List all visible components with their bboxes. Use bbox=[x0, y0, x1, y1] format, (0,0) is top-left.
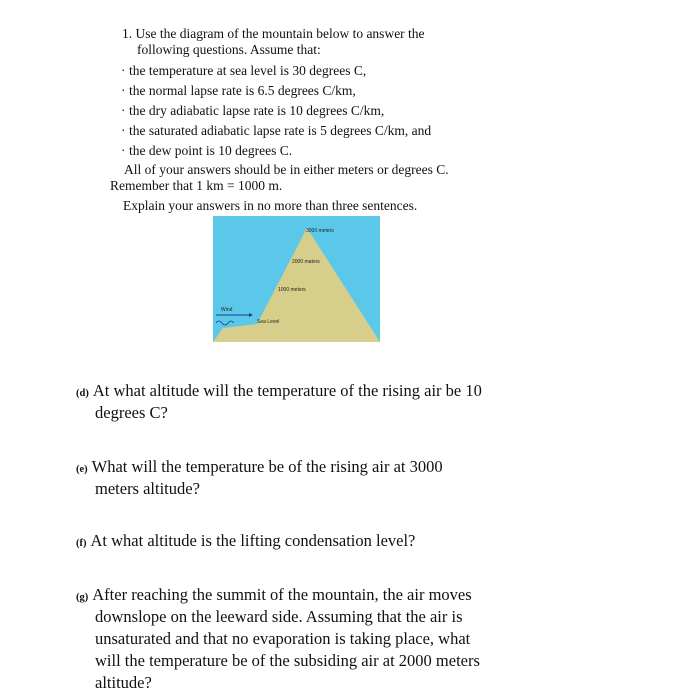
units-line-2: Remember that 1 km = 1000 m. bbox=[110, 178, 283, 193]
question-part-e-cont: meters altitude? bbox=[95, 479, 200, 498]
assumption-text: the normal lapse rate is 6.5 degrees C/km, bbox=[129, 83, 356, 98]
mountain-diagram bbox=[213, 216, 380, 342]
assumption-text: the temperature at sea level is 30 degrees C, bbox=[129, 63, 367, 78]
bullet-icon: · bbox=[121, 83, 126, 98]
assumption-text: the dew point is 10 degrees C. bbox=[129, 143, 293, 158]
part-label: (g) bbox=[76, 592, 89, 603]
label-2000-meters: 2000 maters bbox=[292, 259, 320, 265]
units-line-1: All of your answers should be in either meters or degrees C. bbox=[124, 162, 449, 177]
bullet-icon: · bbox=[121, 123, 126, 138]
label-wind: Wind bbox=[221, 307, 233, 313]
assumption-text: the saturated adiabatic lapse rate is 5 degrees C/km, and bbox=[129, 123, 432, 138]
assumption-item bbox=[121, 101, 384, 120]
question-part-d-cont: degrees C? bbox=[95, 403, 168, 422]
question-part-g-line-5: altitude? bbox=[95, 673, 152, 692]
part-text-line: At what altitude is the lifting condensation level? bbox=[90, 531, 416, 550]
explain-instruction: Explain your answers in no more than three sentences. bbox=[123, 198, 418, 213]
question-part-g-line-4: will the temperature be of the subsiding air at 2000 meters bbox=[95, 651, 480, 670]
bullet-icon: · bbox=[121, 103, 126, 118]
question-part-g-line-3: unsaturated and that no evaporation is taking place, what bbox=[95, 629, 471, 648]
label-3000-meters: 3000 meters bbox=[306, 228, 334, 234]
label-sea-level: Sea Level bbox=[257, 319, 280, 325]
question-line-2: following questions. Assume that: bbox=[137, 42, 321, 57]
assumption-item bbox=[121, 121, 431, 140]
part-text-line: After reaching the summit of the mountain, the air moves bbox=[92, 585, 472, 604]
question-line-1: 1. Use the diagram of the mountain below to answer the bbox=[122, 26, 425, 41]
bullet-icon: · bbox=[121, 63, 126, 78]
question-part-f bbox=[76, 530, 415, 555]
assumption-item bbox=[121, 141, 292, 160]
part-text-line: At what altitude will the temperature of the rising air be 10 bbox=[92, 381, 482, 400]
part-label: (e) bbox=[76, 464, 88, 475]
question-part-g-line-2: downslope on the leeward side. Assuming that the air is bbox=[95, 607, 463, 626]
assumption-text: the dry adiabatic lapse rate is 10 degrees C/km, bbox=[129, 103, 385, 118]
assumption-item bbox=[121, 61, 366, 80]
bullet-icon: · bbox=[121, 143, 126, 158]
assumption-item bbox=[121, 81, 356, 100]
part-text-line: What will the temperature be of the rising air at 3000 bbox=[91, 457, 443, 476]
label-1000-meters: 1000 meters bbox=[278, 287, 306, 293]
part-label: (d) bbox=[76, 388, 89, 399]
part-label: (f) bbox=[76, 538, 87, 549]
